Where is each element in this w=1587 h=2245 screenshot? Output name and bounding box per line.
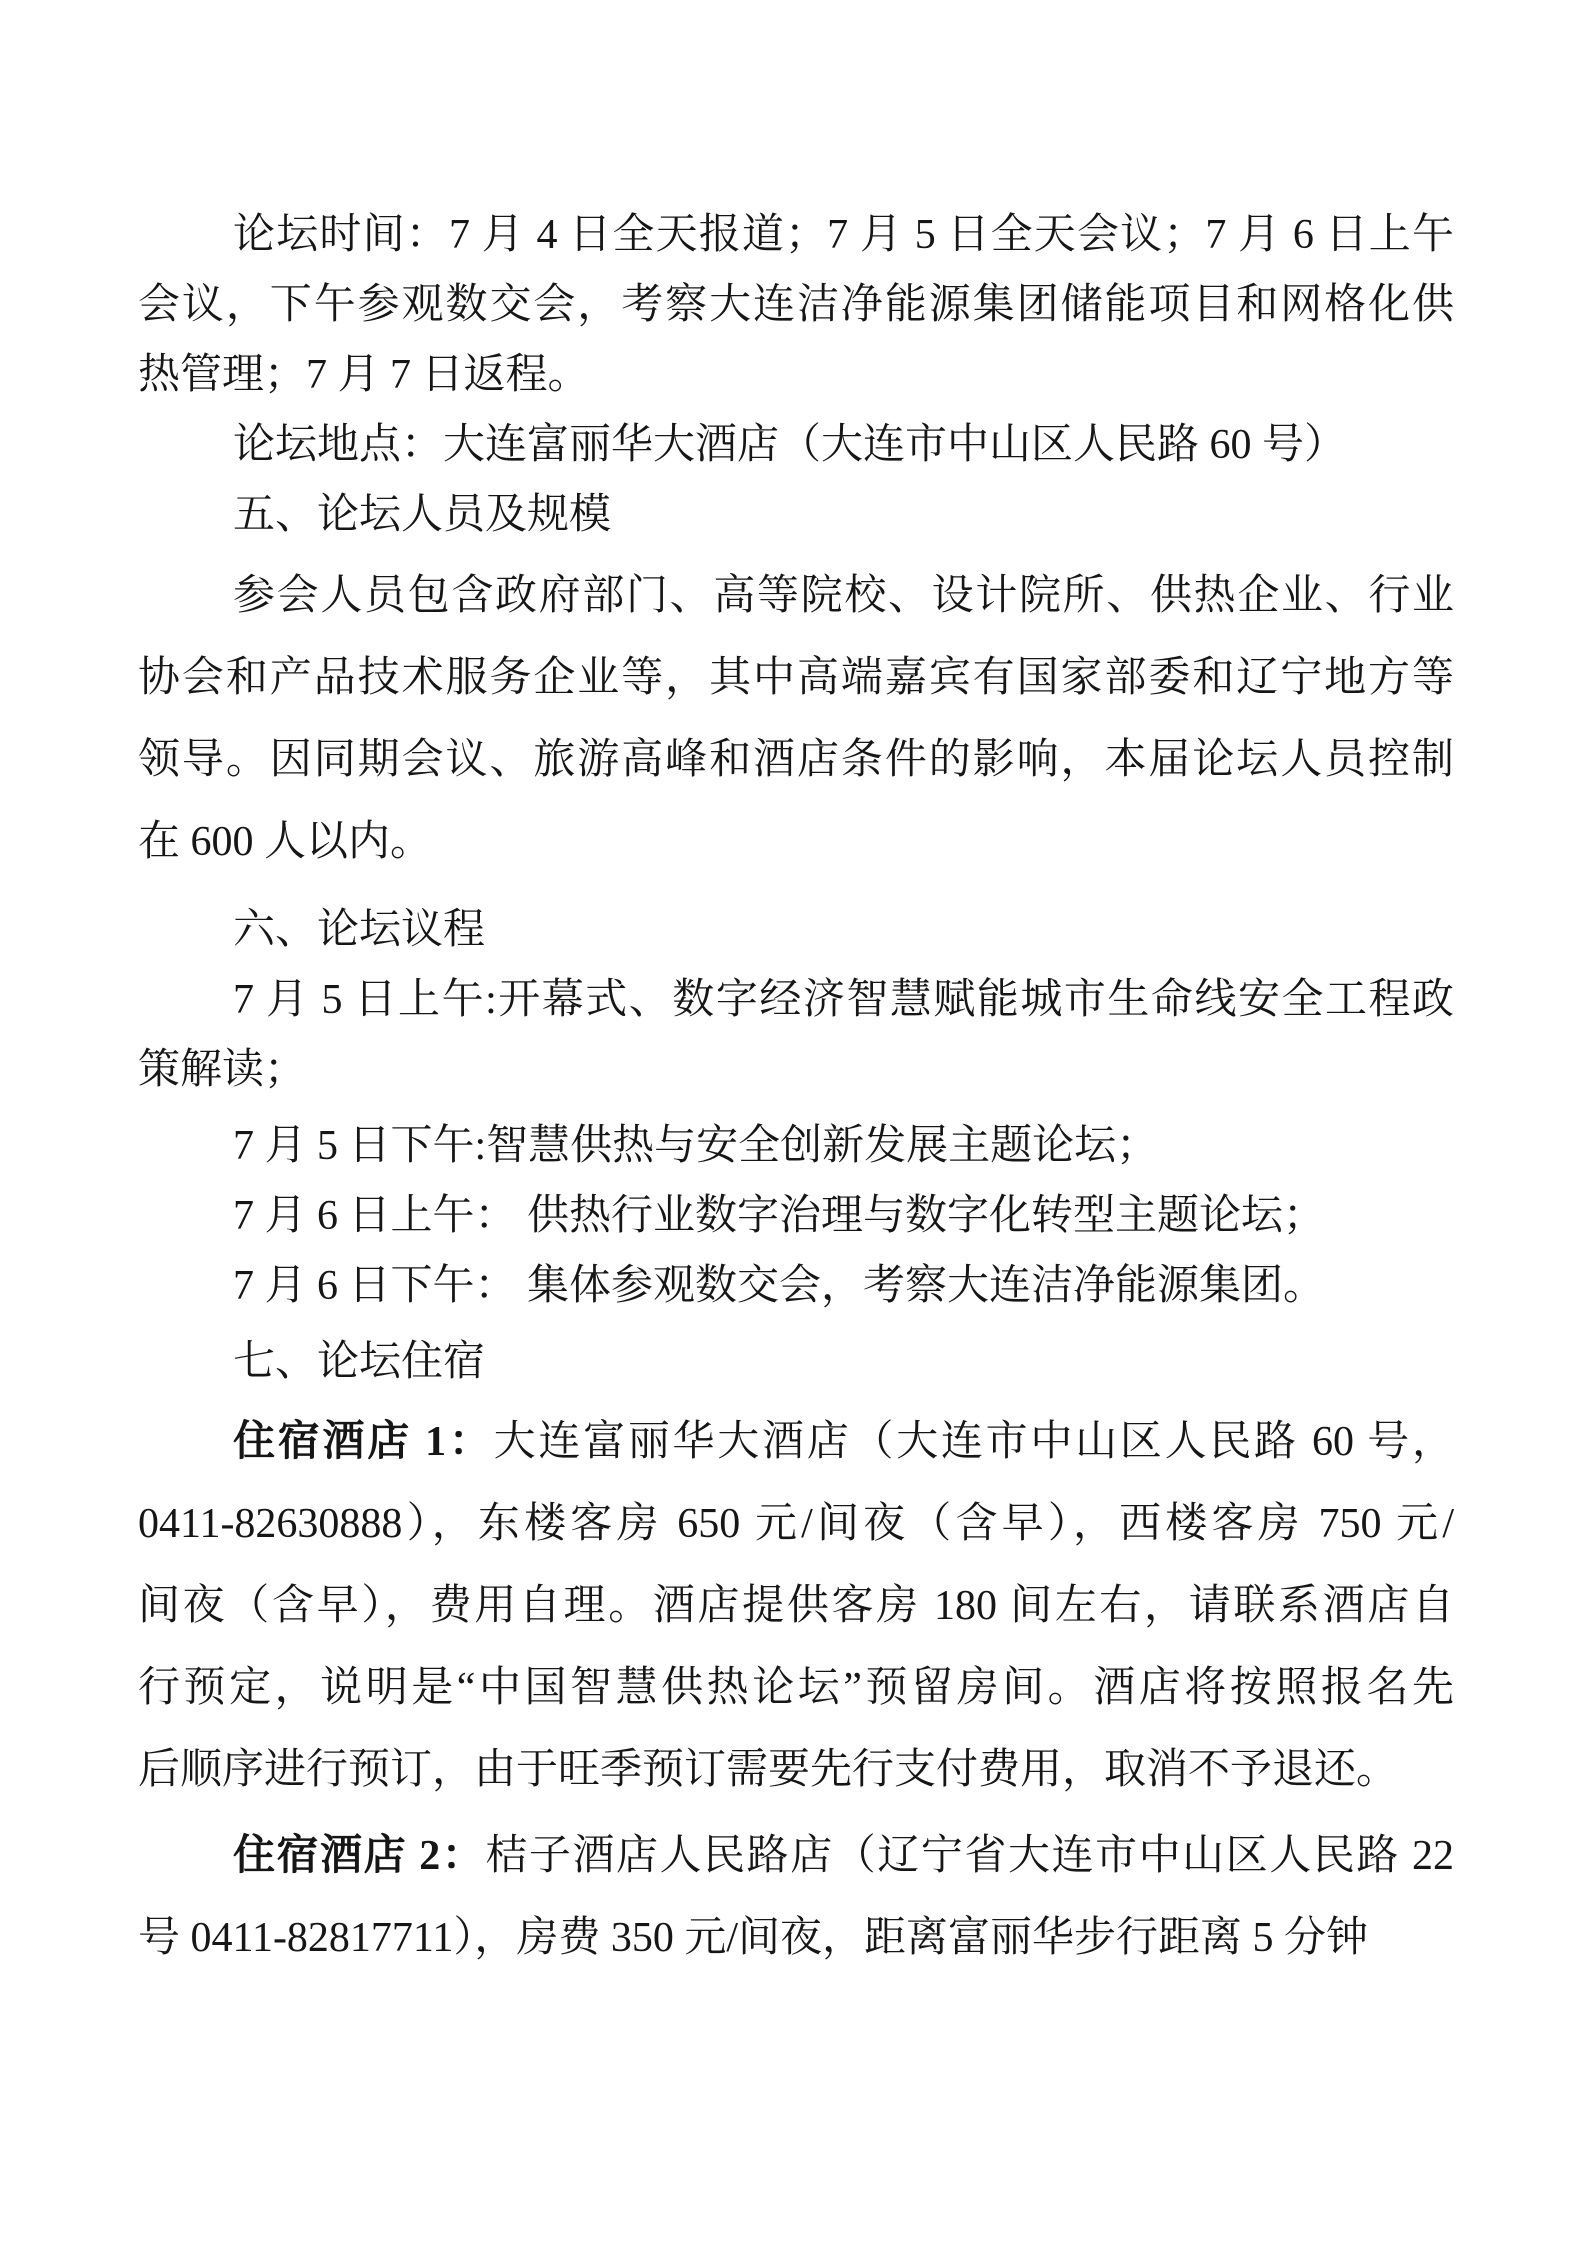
text-line: 7 月 5 日下午:智慧供热与安全创新发展主题论坛； [233, 1123, 1159, 1169]
text-line: 后顺序进行预订，由于旺季预订需要先行支付费用，取消不予退还。 [138, 1747, 1399, 1793]
text-line: 领导。因同期会议、旅游高峰和酒店条件的影响，本届论坛人员控制 [138, 737, 1454, 783]
text-run: 大连富丽华大酒店（大连市中山区人民路 60 号， [493, 1419, 1454, 1465]
text-line [138, 1401, 1454, 1483]
text-line [138, 1815, 1454, 1897]
text-line: 在 600 人以内。 [138, 819, 433, 865]
bold-run: 住宿酒店 2： [233, 1833, 486, 1879]
paragraph-agenda-jul5-afternoon [138, 1111, 1454, 1181]
text-run: 桔子酒店人民路店（辽宁省大连市中山区人民路 22 [485, 1833, 1454, 1879]
text-line: 0411-82630888），东楼客房 650 元/间夜（含早），西楼客房 750 元/ [138, 1501, 1454, 1547]
text-line: 7 月 5 日上午:开幕式、数字经济智慧赋能城市生命线安全工程政 [233, 977, 1454, 1023]
text-line: 间夜（含早），费用自理。酒店提供客房 180 间左右，请联系酒店自 [138, 1583, 1454, 1629]
bold-run: 住宿酒店 1： [233, 1419, 494, 1465]
paragraph-agenda-jul6-afternoon [138, 1251, 1454, 1321]
text-line: 会议，下午参观数交会，考察大连洁净能源集团储能项目和网格化供 [138, 282, 1454, 328]
text-line: 热管理；7 月 7 日返程。 [138, 352, 590, 398]
paragraph-agenda-jul5-morning [138, 965, 1454, 1105]
text-line: 五、论坛人员及规模 [233, 492, 612, 538]
paragraph-attendees [138, 555, 1454, 883]
text-line: 参会人员包含政府部门、高等院校、设计院所、供热企业、行业 [233, 573, 1454, 619]
paragraph-forum-venue [138, 410, 1454, 480]
paragraph-agenda-jul6-morning [138, 1181, 1454, 1251]
paragraph-forum-time [138, 200, 1454, 410]
text-line: 号 0411-82817711），房费 350 元/间夜，距离富丽华步行距离 5 分钟 [138, 1915, 1369, 1961]
text-line: 协会和产品技术服务企业等，其中高端嘉宾有国家部委和辽宁地方等 [138, 655, 1454, 701]
text-line: 论坛时间：7 月 4 日全天报道；7 月 5 日全天会议；7 月 6 日上午 [233, 212, 1454, 258]
paragraph-hotel-2 [138, 1815, 1454, 1979]
paragraph-section-6-heading [138, 895, 1454, 965]
text-line: 行预定，说明是“中国智慧供热论坛”预留房间。酒店将按照报名先 [138, 1665, 1454, 1711]
text-line: 7 月 6 日上午： 供热行业数字治理与数字化转型主题论坛； [233, 1193, 1326, 1239]
text-line: 策解读； [138, 1047, 307, 1093]
paragraph-hotel-1 [138, 1401, 1454, 1811]
text-line: 七、论坛住宿 [233, 1339, 486, 1385]
text-line: 六、论坛议程 [233, 907, 486, 953]
paragraph-section-5-heading [138, 480, 1454, 550]
text-line: 论坛地点：大连富丽华大酒店（大连市中山区人民路 60 号） [233, 422, 1347, 468]
text-line: 7 月 6 日下午： 集体参观数交会，考察大连洁净能源集团。 [233, 1263, 1326, 1309]
paragraph-section-7-heading [138, 1327, 1454, 1397]
